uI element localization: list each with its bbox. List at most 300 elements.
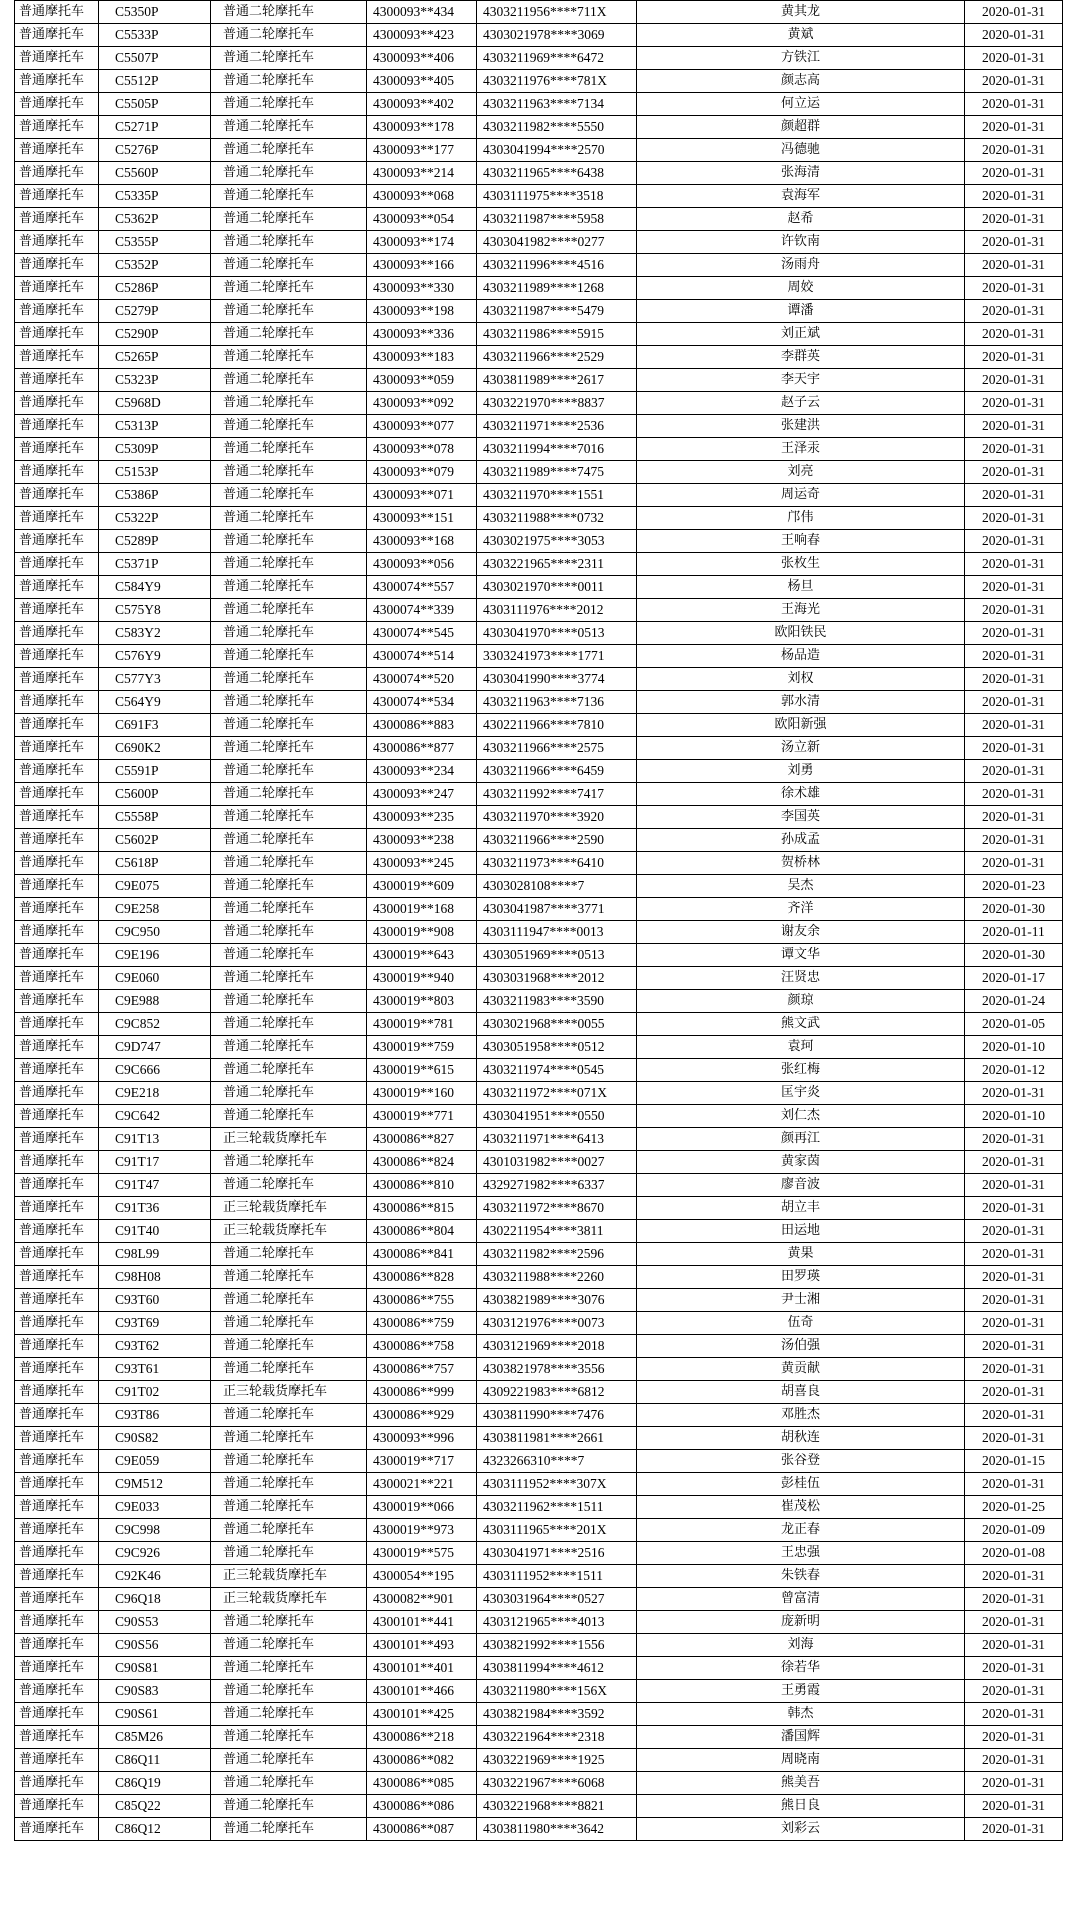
- table-row: [15, 1795, 1063, 1818]
- owner-name-cell: 黄斌: [637, 24, 965, 47]
- license-class-cell: 普通摩托车: [15, 484, 99, 507]
- owner-name-cell: 黄家茵: [637, 1151, 965, 1174]
- table-row: [15, 944, 1063, 967]
- owner-name-cell: 孙成孟: [637, 829, 965, 852]
- table-row: [15, 392, 1063, 415]
- vehicle-type-cell: 普通二轮摩托车: [211, 990, 367, 1013]
- vehicle-type-cell: 普通二轮摩托车: [211, 392, 367, 415]
- record-number-cell: 4300074**339: [367, 599, 477, 622]
- record-number-cell: 4300019**168: [367, 898, 477, 921]
- table-row: [15, 254, 1063, 277]
- plate-number-cell: C9C852: [99, 1013, 211, 1036]
- plate-number-cell: C90S56: [99, 1634, 211, 1657]
- record-number-cell: 4300093**245: [367, 852, 477, 875]
- table-row: [15, 691, 1063, 714]
- date-cell: 2020-01-31: [965, 760, 1063, 783]
- plate-number-cell: C5276P: [99, 139, 211, 162]
- record-number-cell: 4300093**071: [367, 484, 477, 507]
- vehicle-type-cell: 普通二轮摩托车: [211, 415, 367, 438]
- date-cell: 2020-01-31: [965, 737, 1063, 760]
- id-number-cell: 4303211963****7136: [477, 691, 637, 714]
- table-row: [15, 1220, 1063, 1243]
- plate-number-cell: C86Q12: [99, 1818, 211, 1841]
- record-number-cell: 4300093**068: [367, 185, 477, 208]
- license-class-cell: 普通摩托车: [15, 1795, 99, 1818]
- date-cell: 2020-01-31: [965, 323, 1063, 346]
- vehicle-type-cell: 普通二轮摩托车: [211, 139, 367, 162]
- date-cell: 2020-01-31: [965, 507, 1063, 530]
- owner-name-cell: 齐洋: [637, 898, 965, 921]
- id-number-cell: 4303211966****6459: [477, 760, 637, 783]
- table-row: [15, 668, 1063, 691]
- license-class-cell: 普通摩托车: [15, 645, 99, 668]
- record-number-cell: 4300093**402: [367, 93, 477, 116]
- vehicle-type-cell: 普通二轮摩托车: [211, 668, 367, 691]
- id-number-cell: 4303211971****6413: [477, 1128, 637, 1151]
- plate-number-cell: C93T69: [99, 1312, 211, 1335]
- date-cell: 2020-01-31: [965, 47, 1063, 70]
- record-number-cell: 4300019**575: [367, 1542, 477, 1565]
- plate-number-cell: C5335P: [99, 185, 211, 208]
- vehicle-type-cell: 普通二轮摩托车: [211, 599, 367, 622]
- license-class-cell: 普通摩托车: [15, 1749, 99, 1772]
- table-row: [15, 875, 1063, 898]
- plate-number-cell: C91T40: [99, 1220, 211, 1243]
- plate-number-cell: C5350P: [99, 1, 211, 24]
- table-row: [15, 1243, 1063, 1266]
- license-class-cell: 普通摩托车: [15, 1289, 99, 1312]
- license-class-cell: 普通摩托车: [15, 392, 99, 415]
- table-row: [15, 277, 1063, 300]
- date-cell: 2020-01-31: [965, 346, 1063, 369]
- table-row: [15, 1565, 1063, 1588]
- record-number-cell: 4300093**423: [367, 24, 477, 47]
- license-class-cell: 普通摩托车: [15, 1473, 99, 1496]
- plate-number-cell: C90S82: [99, 1427, 211, 1450]
- table-row: [15, 1404, 1063, 1427]
- plate-number-cell: C691F3: [99, 714, 211, 737]
- table-row: [15, 1680, 1063, 1703]
- record-number-cell: 4300101**441: [367, 1611, 477, 1634]
- plate-number-cell: C5286P: [99, 277, 211, 300]
- date-cell: 2020-01-31: [965, 369, 1063, 392]
- license-class-cell: 普通摩托车: [15, 1082, 99, 1105]
- license-class-cell: 普通摩托车: [15, 599, 99, 622]
- plate-number-cell: C9C666: [99, 1059, 211, 1082]
- record-number-cell: 4300021**221: [367, 1473, 477, 1496]
- id-number-cell: 4303111952****1511: [477, 1565, 637, 1588]
- id-number-cell: 4303221969****1925: [477, 1749, 637, 1772]
- id-number-cell: 4303111976****2012: [477, 599, 637, 622]
- date-cell: 2020-01-31: [965, 1358, 1063, 1381]
- plate-number-cell: C5386P: [99, 484, 211, 507]
- date-cell: 2020-01-31: [965, 254, 1063, 277]
- record-number-cell: 4300093**079: [367, 461, 477, 484]
- vehicle-type-cell: 普通二轮摩托车: [211, 1, 367, 24]
- owner-name-cell: 熊文武: [637, 1013, 965, 1036]
- owner-name-cell: 张红梅: [637, 1059, 965, 1082]
- date-cell: 2020-01-31: [965, 1082, 1063, 1105]
- id-number-cell: 4303211982****2596: [477, 1243, 637, 1266]
- id-number-cell: 4302211954****3811: [477, 1220, 637, 1243]
- plate-number-cell: C9C998: [99, 1519, 211, 1542]
- plate-number-cell: C9E258: [99, 898, 211, 921]
- date-cell: 2020-01-31: [965, 1289, 1063, 1312]
- date-cell: 2020-01-11: [965, 921, 1063, 944]
- record-number-cell: 4300093**434: [367, 1, 477, 24]
- table-row: [15, 852, 1063, 875]
- vehicle-type-cell: 普通二轮摩托车: [211, 1749, 367, 1772]
- date-cell: 2020-01-31: [965, 1381, 1063, 1404]
- license-class-cell: 普通摩托车: [15, 1036, 99, 1059]
- owner-name-cell: 徐若华: [637, 1657, 965, 1680]
- table-row: [15, 990, 1063, 1013]
- plate-number-cell: C85M26: [99, 1726, 211, 1749]
- id-number-cell: 4303021975****3053: [477, 530, 637, 553]
- vehicle-type-cell: 普通二轮摩托车: [211, 1151, 367, 1174]
- record-number-cell: 4300086**759: [367, 1312, 477, 1335]
- plate-number-cell: C9C642: [99, 1105, 211, 1128]
- record-number-cell: 4300101**425: [367, 1703, 477, 1726]
- license-class-cell: 普通摩托车: [15, 208, 99, 231]
- license-class-cell: 普通摩托车: [15, 1151, 99, 1174]
- license-class-cell: 普通摩托车: [15, 185, 99, 208]
- owner-name-cell: 颜琼: [637, 990, 965, 1013]
- owner-name-cell: 龙正春: [637, 1519, 965, 1542]
- vehicle-type-cell: 普通二轮摩托车: [211, 737, 367, 760]
- license-class-cell: 普通摩托车: [15, 806, 99, 829]
- owner-name-cell: 袁珂: [637, 1036, 965, 1059]
- id-number-cell: 4303811990****7476: [477, 1404, 637, 1427]
- vehicle-type-cell: 普通二轮摩托车: [211, 1312, 367, 1335]
- record-number-cell: 4300086**082: [367, 1749, 477, 1772]
- id-number-cell: 4303111965****201X: [477, 1519, 637, 1542]
- owner-name-cell: 汤立新: [637, 737, 965, 760]
- vehicle-type-cell: 普通二轮摩托车: [211, 760, 367, 783]
- license-class-cell: 普通摩托车: [15, 1266, 99, 1289]
- license-class-cell: 普通摩托车: [15, 898, 99, 921]
- record-number-cell: 4300093**238: [367, 829, 477, 852]
- plate-number-cell: C96Q18: [99, 1588, 211, 1611]
- vehicle-type-cell: 普通二轮摩托车: [211, 622, 367, 645]
- owner-name-cell: 邝伟: [637, 507, 965, 530]
- vehicle-type-cell: 普通二轮摩托车: [211, 1427, 367, 1450]
- id-number-cell: 4303111975****3518: [477, 185, 637, 208]
- id-number-cell: 4303211983****3590: [477, 990, 637, 1013]
- table-row: [15, 507, 1063, 530]
- id-number-cell: 4303041970****0513: [477, 622, 637, 645]
- id-number-cell: 4303211976****781X: [477, 70, 637, 93]
- vehicle-type-cell: 普通二轮摩托车: [211, 1174, 367, 1197]
- table-row: [15, 47, 1063, 70]
- table-row: [15, 369, 1063, 392]
- table-row: [15, 898, 1063, 921]
- id-number-cell: 4303211986****5915: [477, 323, 637, 346]
- license-class-cell: 普通摩托车: [15, 116, 99, 139]
- date-cell: 2020-01-31: [965, 1220, 1063, 1243]
- date-cell: 2020-01-31: [965, 1772, 1063, 1795]
- record-number-cell: 4300093**166: [367, 254, 477, 277]
- vehicle-type-cell: 普通二轮摩托车: [211, 944, 367, 967]
- date-cell: 2020-01-31: [965, 1703, 1063, 1726]
- license-class-cell: 普通摩托车: [15, 875, 99, 898]
- owner-name-cell: 颜超群: [637, 116, 965, 139]
- id-number-cell: 3303241973****1771: [477, 645, 637, 668]
- id-number-cell: 4303211962****1511: [477, 1496, 637, 1519]
- plate-number-cell: C5290P: [99, 323, 211, 346]
- table-row: [15, 737, 1063, 760]
- table-row: [15, 1128, 1063, 1151]
- table-row: [15, 599, 1063, 622]
- plate-number-cell: C5507P: [99, 47, 211, 70]
- table-row: [15, 553, 1063, 576]
- record-number-cell: 4300019**643: [367, 944, 477, 967]
- vehicle-type-cell: 普通二轮摩托车: [211, 1519, 367, 1542]
- table-row: [15, 1082, 1063, 1105]
- record-number-cell: 4300086**087: [367, 1818, 477, 1841]
- record-number-cell: 4300086**828: [367, 1266, 477, 1289]
- owner-name-cell: 王响春: [637, 530, 965, 553]
- table-row: [15, 116, 1063, 139]
- date-cell: 2020-01-10: [965, 1105, 1063, 1128]
- table-row: [15, 1013, 1063, 1036]
- date-cell: 2020-01-15: [965, 1450, 1063, 1473]
- id-number-cell: 4329271982****6337: [477, 1174, 637, 1197]
- record-number-cell: 4300074**520: [367, 668, 477, 691]
- table-row: [15, 1588, 1063, 1611]
- id-number-cell: 4303028108****7: [477, 875, 637, 898]
- table-row: [15, 1266, 1063, 1289]
- id-number-cell: 4303211980****156X: [477, 1680, 637, 1703]
- id-number-cell: 4303121965****4013: [477, 1611, 637, 1634]
- plate-number-cell: C86Q11: [99, 1749, 211, 1772]
- license-class-cell: 普通摩托车: [15, 1726, 99, 1749]
- owner-name-cell: 欧阳新强: [637, 714, 965, 737]
- date-cell: 2020-01-31: [965, 162, 1063, 185]
- table-row: [15, 346, 1063, 369]
- id-number-cell: 4303221970****8837: [477, 392, 637, 415]
- date-cell: 2020-01-31: [965, 1335, 1063, 1358]
- vehicle-type-cell: 普通二轮摩托车: [211, 277, 367, 300]
- id-number-cell: 4303211994****7016: [477, 438, 637, 461]
- record-number-cell: 4300086**086: [367, 1795, 477, 1818]
- record-number-cell: 4300093**174: [367, 231, 477, 254]
- plate-number-cell: C564Y9: [99, 691, 211, 714]
- license-class-cell: 普通摩托车: [15, 1565, 99, 1588]
- vehicle-type-cell: 普通二轮摩托车: [211, 875, 367, 898]
- license-class-cell: 普通摩托车: [15, 1611, 99, 1634]
- record-number-cell: 4300019**908: [367, 921, 477, 944]
- table-row: [15, 1473, 1063, 1496]
- vehicle-type-cell: 普通二轮摩托车: [211, 1082, 367, 1105]
- owner-name-cell: 熊日良: [637, 1795, 965, 1818]
- record-number-cell: 4300093**235: [367, 806, 477, 829]
- owner-name-cell: 廖音波: [637, 1174, 965, 1197]
- plate-number-cell: C5271P: [99, 116, 211, 139]
- record-number-cell: 4300093**183: [367, 346, 477, 369]
- plate-number-cell: C85Q22: [99, 1795, 211, 1818]
- license-class-cell: 普通摩托车: [15, 93, 99, 116]
- record-number-cell: 4300086**810: [367, 1174, 477, 1197]
- owner-name-cell: 张枚生: [637, 553, 965, 576]
- record-number-cell: 4300082**901: [367, 1588, 477, 1611]
- vehicle-type-cell: 普通二轮摩托车: [211, 323, 367, 346]
- id-number-cell: 4303211982****5550: [477, 116, 637, 139]
- vehicle-type-cell: 普通二轮摩托车: [211, 645, 367, 668]
- record-number-cell: 4300019**759: [367, 1036, 477, 1059]
- license-class-cell: 普通摩托车: [15, 415, 99, 438]
- owner-name-cell: 胡立丰: [637, 1197, 965, 1220]
- license-class-cell: 普通摩托车: [15, 944, 99, 967]
- record-number-cell: 4300019**781: [367, 1013, 477, 1036]
- date-cell: 2020-01-10: [965, 1036, 1063, 1059]
- date-cell: 2020-01-12: [965, 1059, 1063, 1082]
- license-class-cell: 普通摩托车: [15, 1105, 99, 1128]
- table-row: [15, 461, 1063, 484]
- vehicle-type-cell: 普通二轮摩托车: [211, 1473, 367, 1496]
- id-number-cell: 4303041982****0277: [477, 231, 637, 254]
- id-number-cell: 4302211966****7810: [477, 714, 637, 737]
- plate-number-cell: C5512P: [99, 70, 211, 93]
- id-number-cell: 4303211966****2529: [477, 346, 637, 369]
- plate-number-cell: C5600P: [99, 783, 211, 806]
- record-number-cell: 4300086**085: [367, 1772, 477, 1795]
- plate-number-cell: C5153P: [99, 461, 211, 484]
- plate-number-cell: C575Y8: [99, 599, 211, 622]
- vehicle-type-cell: 普通二轮摩托车: [211, 1657, 367, 1680]
- plate-number-cell: C9E075: [99, 875, 211, 898]
- date-cell: 2020-01-31: [965, 392, 1063, 415]
- plate-number-cell: C9E196: [99, 944, 211, 967]
- date-cell: 2020-01-31: [965, 530, 1063, 553]
- plate-number-cell: C9D747: [99, 1036, 211, 1059]
- plate-number-cell: C5323P: [99, 369, 211, 392]
- table-row: [15, 438, 1063, 461]
- date-cell: 2020-01-31: [965, 1197, 1063, 1220]
- id-number-cell: 4303021968****0055: [477, 1013, 637, 1036]
- id-number-cell: 4303041994****2570: [477, 139, 637, 162]
- owner-name-cell: 王勇霞: [637, 1680, 965, 1703]
- record-number-cell: 4300086**841: [367, 1243, 477, 1266]
- vehicle-type-cell: 普通二轮摩托车: [211, 576, 367, 599]
- license-class-cell: 普通摩托车: [15, 1335, 99, 1358]
- plate-number-cell: C91T36: [99, 1197, 211, 1220]
- license-class-cell: 普通摩托车: [15, 1496, 99, 1519]
- table-row: [15, 139, 1063, 162]
- owner-name-cell: 刘仁杰: [637, 1105, 965, 1128]
- date-cell: 2020-01-24: [965, 990, 1063, 1013]
- id-number-cell: 4303811980****3642: [477, 1818, 637, 1841]
- record-number-cell: 4300093**077: [367, 415, 477, 438]
- plate-number-cell: C5560P: [99, 162, 211, 185]
- plate-number-cell: C9M512: [99, 1473, 211, 1496]
- owner-name-cell: 袁海军: [637, 185, 965, 208]
- id-number-cell: 4303211988****0732: [477, 507, 637, 530]
- table-row: [15, 1703, 1063, 1726]
- owner-name-cell: 周晓南: [637, 1749, 965, 1772]
- record-number-cell: 4300019**771: [367, 1105, 477, 1128]
- record-number-cell: 4300074**514: [367, 645, 477, 668]
- license-class-cell: 普通摩托车: [15, 714, 99, 737]
- table-row: [15, 1358, 1063, 1381]
- plate-number-cell: C583Y2: [99, 622, 211, 645]
- vehicle-type-cell: 普通二轮摩托车: [211, 208, 367, 231]
- id-number-cell: 4303211972****071X: [477, 1082, 637, 1105]
- record-number-cell: 4300074**545: [367, 622, 477, 645]
- owner-name-cell: 朱铁春: [637, 1565, 965, 1588]
- license-class-cell: 普通摩托车: [15, 231, 99, 254]
- vehicle-type-cell: 普通二轮摩托车: [211, 1818, 367, 1841]
- license-class-cell: 普通摩托车: [15, 369, 99, 392]
- vehicle-type-cell: 普通二轮摩托车: [211, 24, 367, 47]
- owner-name-cell: 黄其龙: [637, 1, 965, 24]
- plate-number-cell: C93T62: [99, 1335, 211, 1358]
- table-row: [15, 162, 1063, 185]
- vehicle-type-cell: 正三轮载货摩托车: [211, 1588, 367, 1611]
- record-number-cell: 4300093**168: [367, 530, 477, 553]
- id-number-cell: 4303121976****0073: [477, 1312, 637, 1335]
- date-cell: 2020-01-31: [965, 1634, 1063, 1657]
- license-class-cell: 普通摩托车: [15, 507, 99, 530]
- vehicle-type-cell: 普通二轮摩托车: [211, 852, 367, 875]
- owner-name-cell: 王忠强: [637, 1542, 965, 1565]
- owner-name-cell: 熊美吾: [637, 1772, 965, 1795]
- plate-number-cell: C9E988: [99, 990, 211, 1013]
- owner-name-cell: 张谷登: [637, 1450, 965, 1473]
- id-number-cell: 4303211989****1268: [477, 277, 637, 300]
- id-number-cell: 4303211966****2590: [477, 829, 637, 852]
- table-row: [15, 530, 1063, 553]
- record-number-cell: 4300086**827: [367, 1128, 477, 1151]
- table-row: [15, 1611, 1063, 1634]
- record-number-cell: 4300086**755: [367, 1289, 477, 1312]
- record-number-cell: 4300019**940: [367, 967, 477, 990]
- id-number-cell: 4303211972****8670: [477, 1197, 637, 1220]
- record-number-cell: 4300074**534: [367, 691, 477, 714]
- date-cell: 2020-01-31: [965, 139, 1063, 162]
- id-number-cell: 4303211963****7134: [477, 93, 637, 116]
- plate-number-cell: C90S81: [99, 1657, 211, 1680]
- license-class-cell: 普通摩托车: [15, 921, 99, 944]
- id-number-cell: 4303221967****6068: [477, 1772, 637, 1795]
- record-number-cell: 4300086**218: [367, 1726, 477, 1749]
- id-number-cell: 4303021978****3069: [477, 24, 637, 47]
- vehicle-type-cell: 普通二轮摩托车: [211, 1542, 367, 1565]
- vehicle-type-cell: 正三轮载货摩托车: [211, 1197, 367, 1220]
- date-cell: 2020-01-31: [965, 622, 1063, 645]
- license-class-cell: 普通摩托车: [15, 852, 99, 875]
- table-row: [15, 714, 1063, 737]
- owner-name-cell: 潘国辉: [637, 1726, 965, 1749]
- plate-number-cell: C5352P: [99, 254, 211, 277]
- vehicle-type-cell: 普通二轮摩托车: [211, 1703, 367, 1726]
- vehicle-type-cell: 普通二轮摩托车: [211, 1611, 367, 1634]
- owner-name-cell: 伍奇: [637, 1312, 965, 1335]
- date-cell: 2020-01-31: [965, 185, 1063, 208]
- id-number-cell: 4303121969****2018: [477, 1335, 637, 1358]
- table-row: [15, 1289, 1063, 1312]
- record-number-cell: 4300086**804: [367, 1220, 477, 1243]
- table-row: [15, 300, 1063, 323]
- plate-number-cell: C93T86: [99, 1404, 211, 1427]
- record-number-cell: 4300086**877: [367, 737, 477, 760]
- vehicle-type-cell: 普通二轮摩托车: [211, 1335, 367, 1358]
- id-number-cell: 4303811994****4612: [477, 1657, 637, 1680]
- owner-name-cell: 徐术雄: [637, 783, 965, 806]
- owner-name-cell: 王海光: [637, 599, 965, 622]
- date-cell: 2020-01-30: [965, 898, 1063, 921]
- date-cell: 2020-01-31: [965, 691, 1063, 714]
